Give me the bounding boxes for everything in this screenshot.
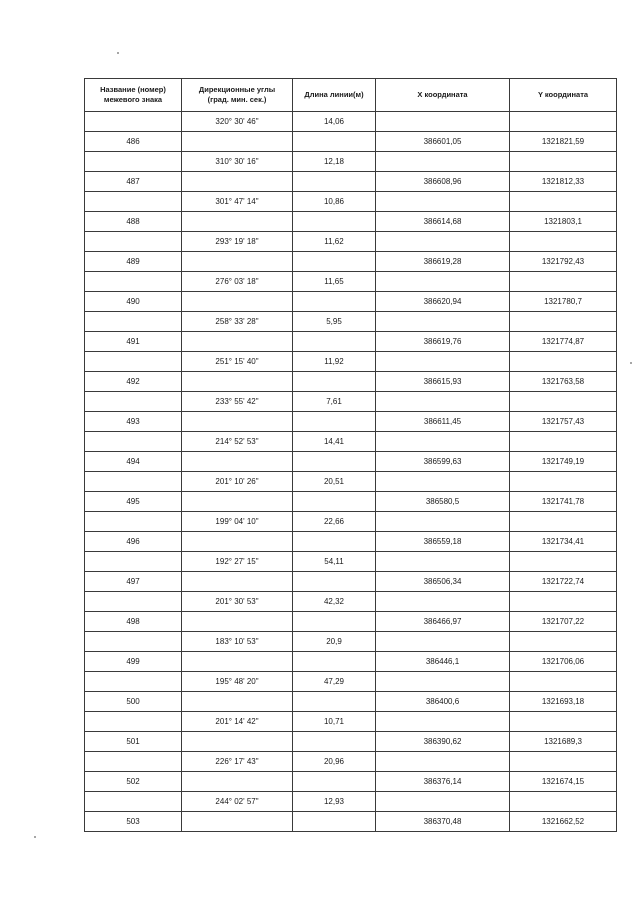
cell-marker-name — [85, 232, 182, 252]
cell-x-coordinate: 386599,63 — [376, 452, 510, 472]
cell-line-length: 20,51 — [293, 472, 376, 492]
cell-y-coordinate: 1321706,06 — [510, 652, 617, 672]
table-row — [85, 352, 617, 372]
cell-marker-name — [85, 312, 182, 332]
cell-bearing-angle: 310° 30' 16" — [182, 152, 293, 172]
cell-x-coordinate: 386619,76 — [376, 332, 510, 352]
table-row — [85, 512, 617, 532]
table-row — [85, 112, 617, 132]
cell-x-coordinate — [376, 312, 510, 332]
cell-marker-name — [85, 152, 182, 172]
cell-x-coordinate: 386506,34 — [376, 572, 510, 592]
table-row — [85, 692, 617, 712]
cell-y-coordinate — [510, 712, 617, 732]
cell-bearing-angle — [182, 252, 293, 272]
cell-marker-name: 500 — [85, 692, 182, 712]
cell-bearing-angle: 214° 52' 53" — [182, 432, 293, 452]
cell-line-length — [293, 372, 376, 392]
cell-line-length — [293, 772, 376, 792]
cell-bearing-angle — [182, 452, 293, 472]
cell-x-coordinate: 386400,6 — [376, 692, 510, 712]
table-row — [85, 432, 617, 452]
cell-x-coordinate — [376, 792, 510, 812]
cell-line-length — [293, 492, 376, 512]
table-row — [85, 612, 617, 632]
cell-x-coordinate: 386466,97 — [376, 612, 510, 632]
cell-bearing-angle: 201° 30' 53" — [182, 592, 293, 612]
cell-x-coordinate: 386601,05 — [376, 132, 510, 152]
table-row — [85, 632, 617, 652]
cell-bearing-angle — [182, 292, 293, 312]
cell-marker-name: 498 — [85, 612, 182, 632]
table-row — [85, 392, 617, 412]
cell-line-length: 11,65 — [293, 272, 376, 292]
table-body — [85, 112, 617, 832]
table-row — [85, 472, 617, 492]
cell-line-length — [293, 732, 376, 752]
table-row — [85, 332, 617, 352]
header-angle — [182, 79, 293, 112]
cell-x-coordinate: 386620,94 — [376, 292, 510, 312]
cell-bearing-angle — [182, 132, 293, 152]
cell-line-length — [293, 212, 376, 232]
cell-bearing-angle: 201° 14' 42" — [182, 712, 293, 732]
cell-x-coordinate: 386608,96 — [376, 172, 510, 192]
cell-bearing-angle — [182, 732, 293, 752]
cell-marker-name — [85, 592, 182, 612]
table-row — [85, 572, 617, 592]
cell-bearing-angle: 183° 10' 53" — [182, 632, 293, 652]
cell-bearing-angle: 276° 03' 18" — [182, 272, 293, 292]
cell-x-coordinate: 386559,18 — [376, 532, 510, 552]
cell-line-length — [293, 172, 376, 192]
cell-bearing-angle — [182, 612, 293, 632]
cell-y-coordinate — [510, 112, 617, 132]
scan-speck — [630, 362, 632, 364]
cell-marker-name: 490 — [85, 292, 182, 312]
header-angle-line2: (град. мин. сек.) — [207, 95, 267, 104]
cell-line-length: 10,71 — [293, 712, 376, 732]
boundary-coordinates-table — [84, 78, 617, 832]
cell-marker-name — [85, 512, 182, 532]
cell-line-length: 5,95 — [293, 312, 376, 332]
cell-marker-name: 486 — [85, 132, 182, 152]
table-row — [85, 412, 617, 432]
cell-x-coordinate: 386611,45 — [376, 412, 510, 432]
cell-marker-name — [85, 112, 182, 132]
cell-bearing-angle — [182, 172, 293, 192]
cell-y-coordinate — [510, 152, 617, 172]
cell-x-coordinate — [376, 192, 510, 212]
table-row — [85, 592, 617, 612]
cell-bearing-angle: 201° 10' 26" — [182, 472, 293, 492]
cell-x-coordinate — [376, 272, 510, 292]
cell-x-coordinate: 386446,1 — [376, 652, 510, 672]
cell-bearing-angle — [182, 412, 293, 432]
cell-y-coordinate: 1321662,52 — [510, 812, 617, 832]
cell-line-length: 42,32 — [293, 592, 376, 612]
cell-marker-name: 502 — [85, 772, 182, 792]
cell-bearing-angle: 192° 27' 15" — [182, 552, 293, 572]
cell-x-coordinate: 386580,5 — [376, 492, 510, 512]
cell-y-coordinate: 1321757,43 — [510, 412, 617, 432]
cell-bearing-angle — [182, 372, 293, 392]
header-angle-line1: Дирекционные углы — [198, 85, 276, 94]
cell-line-length: 20,9 — [293, 632, 376, 652]
cell-marker-name — [85, 272, 182, 292]
cell-x-coordinate — [376, 512, 510, 532]
header-x: X координата — [376, 79, 510, 112]
cell-y-coordinate — [510, 272, 617, 292]
cell-line-length — [293, 452, 376, 472]
cell-y-coordinate — [510, 792, 617, 812]
cell-bearing-angle: 199° 04' 10" — [182, 512, 293, 532]
cell-y-coordinate: 1321774,87 — [510, 332, 617, 352]
table-row — [85, 152, 617, 172]
cell-x-coordinate: 386615,93 — [376, 372, 510, 392]
cell-y-coordinate: 1321707,22 — [510, 612, 617, 632]
cell-marker-name: 495 — [85, 492, 182, 512]
cell-y-coordinate: 1321821,59 — [510, 132, 617, 152]
table-row — [85, 492, 617, 512]
table-row — [85, 192, 617, 212]
cell-x-coordinate: 386370,48 — [376, 812, 510, 832]
cell-line-length — [293, 612, 376, 632]
cell-marker-name: 491 — [85, 332, 182, 352]
table-header — [85, 79, 617, 112]
cell-y-coordinate — [510, 672, 617, 692]
cell-line-length — [293, 292, 376, 312]
cell-x-coordinate: 386390,62 — [376, 732, 510, 752]
cell-line-length: 7,61 — [293, 392, 376, 412]
cell-x-coordinate: 386376,14 — [376, 772, 510, 792]
table-row — [85, 732, 617, 752]
cell-y-coordinate: 1321792,43 — [510, 252, 617, 272]
cell-y-coordinate: 1321693,18 — [510, 692, 617, 712]
cell-y-coordinate: 1321734,41 — [510, 532, 617, 552]
table-row — [85, 752, 617, 772]
cell-marker-name — [85, 552, 182, 572]
table-row — [85, 672, 617, 692]
cell-bearing-angle — [182, 572, 293, 592]
table-row — [85, 712, 617, 732]
cell-x-coordinate — [376, 392, 510, 412]
cell-y-coordinate — [510, 512, 617, 532]
cell-line-length: 54,11 — [293, 552, 376, 572]
table-row — [85, 372, 617, 392]
cell-x-coordinate — [376, 112, 510, 132]
cell-marker-name — [85, 792, 182, 812]
cell-bearing-angle: 320° 30' 46" — [182, 112, 293, 132]
header-name — [85, 79, 182, 112]
cell-bearing-angle: 293° 19' 18" — [182, 232, 293, 252]
cell-line-length — [293, 132, 376, 152]
table-row — [85, 452, 617, 472]
cell-marker-name: 501 — [85, 732, 182, 752]
cell-bearing-angle: 195° 48' 20" — [182, 672, 293, 692]
cell-marker-name: 487 — [85, 172, 182, 192]
cell-x-coordinate — [376, 432, 510, 452]
cell-marker-name: 493 — [85, 412, 182, 432]
table-row — [85, 812, 617, 832]
cell-y-coordinate: 1321722,74 — [510, 572, 617, 592]
cell-y-coordinate — [510, 472, 617, 492]
cell-y-coordinate: 1321812,33 — [510, 172, 617, 192]
cell-line-length: 12,18 — [293, 152, 376, 172]
cell-bearing-angle — [182, 652, 293, 672]
cell-x-coordinate — [376, 472, 510, 492]
cell-bearing-angle — [182, 532, 293, 552]
cell-bearing-angle — [182, 772, 293, 792]
cell-marker-name — [85, 632, 182, 652]
cell-x-coordinate — [376, 672, 510, 692]
cell-marker-name — [85, 392, 182, 412]
cell-y-coordinate: 1321741,78 — [510, 492, 617, 512]
cell-y-coordinate: 1321780,7 — [510, 292, 617, 312]
cell-bearing-angle — [182, 812, 293, 832]
cell-x-coordinate — [376, 632, 510, 652]
cell-y-coordinate — [510, 352, 617, 372]
cell-marker-name: 488 — [85, 212, 182, 232]
table-row — [85, 172, 617, 192]
cell-marker-name — [85, 712, 182, 732]
cell-y-coordinate: 1321749,19 — [510, 452, 617, 472]
table-row — [85, 292, 617, 312]
cell-line-length — [293, 652, 376, 672]
cell-line-length — [293, 812, 376, 832]
cell-y-coordinate — [510, 192, 617, 212]
table-row — [85, 792, 617, 812]
cell-marker-name — [85, 192, 182, 212]
cell-y-coordinate — [510, 592, 617, 612]
cell-x-coordinate — [376, 352, 510, 372]
cell-marker-name: 494 — [85, 452, 182, 472]
cell-y-coordinate — [510, 752, 617, 772]
cell-line-length: 11,62 — [293, 232, 376, 252]
cell-y-coordinate: 1321689,3 — [510, 732, 617, 752]
cell-line-length — [293, 532, 376, 552]
cell-bearing-angle: 226° 17' 43" — [182, 752, 293, 772]
cell-bearing-angle: 244° 02' 57" — [182, 792, 293, 812]
cell-line-length: 22,66 — [293, 512, 376, 532]
cell-line-length: 20,96 — [293, 752, 376, 772]
cell-marker-name — [85, 352, 182, 372]
cell-y-coordinate — [510, 392, 617, 412]
cell-line-length: 10,86 — [293, 192, 376, 212]
cell-line-length: 14,06 — [293, 112, 376, 132]
cell-marker-name: 492 — [85, 372, 182, 392]
cell-line-length: 12,93 — [293, 792, 376, 812]
table-row — [85, 272, 617, 292]
table-row — [85, 312, 617, 332]
cell-line-length — [293, 692, 376, 712]
cell-y-coordinate: 1321674,15 — [510, 772, 617, 792]
cell-line-length — [293, 252, 376, 272]
cell-y-coordinate: 1321803,1 — [510, 212, 617, 232]
header-row — [85, 79, 617, 112]
cell-x-coordinate: 386614,68 — [376, 212, 510, 232]
cell-line-length: 47,29 — [293, 672, 376, 692]
scan-speck — [34, 836, 36, 838]
table-row — [85, 652, 617, 672]
cell-bearing-angle: 258° 33' 28" — [182, 312, 293, 332]
scan-speck — [117, 52, 119, 54]
cell-x-coordinate — [376, 592, 510, 612]
cell-marker-name — [85, 752, 182, 772]
cell-y-coordinate — [510, 232, 617, 252]
header-length: Длина линии(м) — [293, 79, 376, 112]
table-row — [85, 552, 617, 572]
table-row — [85, 212, 617, 232]
header-name-line1: Название (номер) — [100, 85, 166, 94]
cell-bearing-angle: 301° 47' 14" — [182, 192, 293, 212]
cell-marker-name: 489 — [85, 252, 182, 272]
cell-y-coordinate: 1321763,58 — [510, 372, 617, 392]
cell-line-length: 11,92 — [293, 352, 376, 372]
cell-marker-name — [85, 672, 182, 692]
header-y: Y координата — [510, 79, 617, 112]
cell-marker-name — [85, 432, 182, 452]
cell-marker-name: 496 — [85, 532, 182, 552]
cell-marker-name: 497 — [85, 572, 182, 592]
cell-x-coordinate — [376, 232, 510, 252]
cell-marker-name — [85, 472, 182, 492]
cell-bearing-angle — [182, 332, 293, 352]
cell-bearing-angle — [182, 212, 293, 232]
table-row — [85, 252, 617, 272]
cell-line-length — [293, 412, 376, 432]
cell-x-coordinate: 386619,28 — [376, 252, 510, 272]
cell-x-coordinate — [376, 752, 510, 772]
table-row — [85, 232, 617, 252]
table-row — [85, 532, 617, 552]
table-row — [85, 772, 617, 792]
table-row — [85, 132, 617, 152]
cell-line-length — [293, 572, 376, 592]
cell-x-coordinate — [376, 152, 510, 172]
cell-line-length — [293, 332, 376, 352]
cell-bearing-angle: 233° 55' 42" — [182, 392, 293, 412]
cell-y-coordinate — [510, 552, 617, 572]
header-name-line2: межевого знака — [103, 95, 163, 104]
cell-line-length: 14,41 — [293, 432, 376, 452]
cell-y-coordinate — [510, 312, 617, 332]
cell-y-coordinate — [510, 432, 617, 452]
cell-marker-name: 499 — [85, 652, 182, 672]
cell-bearing-angle — [182, 492, 293, 512]
cell-bearing-angle: 251° 15' 40" — [182, 352, 293, 372]
cell-bearing-angle — [182, 692, 293, 712]
cell-x-coordinate — [376, 552, 510, 572]
cell-y-coordinate — [510, 632, 617, 652]
cell-marker-name: 503 — [85, 812, 182, 832]
cell-x-coordinate — [376, 712, 510, 732]
